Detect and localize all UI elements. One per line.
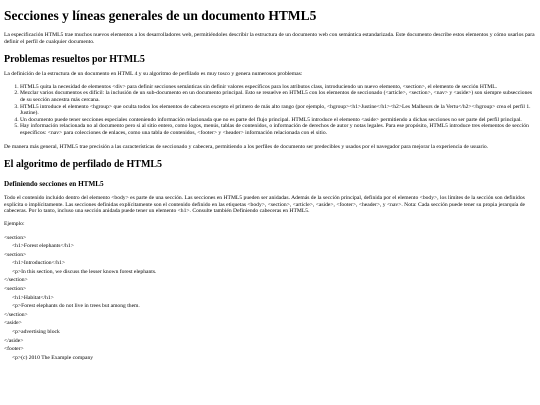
page-title: Secciones y líneas generales de un documento HTML5	[4, 8, 317, 23]
intro-paragraph: La especificación HTML5 trae muchos nuevos elementos a los desarrolladores web, permitiéndoles describir la estructura de un documento web con semántica estandarizada. Este documento describe estos elementos y cómo usarlos para definir el perfil de cualquier documento.	[4, 32, 535, 45]
code-line: <p>(c) 2010 The Example company	[12, 354, 94, 361]
list-item: 2. Mezclar varios documentos es difícil: la inclusión de un sub-documento en un documento principal. Esto se resuelve en HTML5 con los elementos de seccionado (<article>, <section>, <nav> y <aside>) son siempre subsecciones de su sección ancestra más cercana.	[20, 90, 536, 103]
sections-body: Todo el contenido incluido dentro del elemento <body> es parte de una sección. Las secciones en HTML5 pueden ser anidadas. Además de la sección principal, definida por el elemento <body>, los límites de la sección son definidos explícita o implícitamente. Las secciones definidas explícitamente son el contenido definido en las etiquetas <body>, <section>, <article>, <aside>, <footer>, <header>, y <nav>. Nota: Cada sección puede tener su propia jerarquía de cabeceras. Por lo tanto, incluso una sección anidada puede tener un elemento <h1>. Consulte también Definiendo cabeceras en HTML5.	[4, 195, 526, 215]
code-line: <section>	[4, 286, 27, 293]
list-item: 4. Un documento puede tener secciones especiales conteniendo información relacionada que no es parte del flujo principal. HTML5 introduce el elemento <aside> permitiendo a dichas secciones no ser parte del perfil principal.	[20, 117, 536, 124]
code-line: <footer>	[4, 346, 24, 353]
example-label: Ejemplo:	[4, 220, 25, 227]
list-item: 5. Hay información relacionada no al documento pero si al sitio entero, como logos, menús, tablas de contenidos, o información de derechos de autor y notas legales. Para ese propósito, HTML5 introduce tres elementos de sección específicos: <nav> para colecciones de enlaces, como una tabla de contenidos, <footer> y <header> información relacionada con el sitio.	[20, 123, 536, 136]
code-line: <section>	[4, 234, 27, 241]
code-line: </section>	[4, 311, 28, 318]
code-line: <aside>	[4, 320, 22, 327]
code-line: <h1>Habitat</h1>	[12, 294, 54, 301]
code-line: </section>	[4, 277, 28, 284]
sections-subheading: Definiendo secciones en HTML5	[4, 180, 104, 189]
problems-closing: De manera más general, HTML5 trae precisión a las características de seccionado y cabecera, permitiendo a los perfiles de documento ser predecibles y usados por el navegador para mejorar la experiencia de usuario.	[4, 143, 489, 150]
problems-lead: La definición de la estructura de un documento en HTML 4 y su algoritmo de perfilado es muy tosco y genera numerosos problemas:	[4, 71, 303, 78]
code-line: <h1>Forest elephants</h1>	[12, 243, 74, 250]
list-item: 1. HTML5 quita la necesidad de elementos <div> para definir secciones semánticas sin definir valores específicos para los atributos class, introduciendo un nuevo elemento, <section>, el elemento de sección HTML.	[20, 84, 536, 91]
code-line: </aside>	[4, 337, 24, 344]
code-line: <h1>Introduction</h1>	[12, 260, 66, 267]
list-item: 3. HTML5 introduce el elemento <hgroup> que oculta todos los elementos de cabecera excepto el primero de más alto rango (por ejemplo, <hgroup><h1>Justine</h1><h2>Les Malheurs de la Vertu</h2></hgroup> crea el perfil 1. Justine).	[20, 104, 536, 117]
code-line: <p>advertising block	[12, 329, 60, 336]
code-line: <section>	[4, 251, 27, 258]
code-line: <p>Forest elephants do not live in trees but among them.	[12, 303, 140, 310]
code-example	[4, 234, 536, 363]
algorithm-heading: El algoritmo de perfilado de HTML5	[4, 159, 163, 171]
problems-list	[4, 84, 536, 137]
problems-heading: Problemas resueltos por HTML5	[4, 54, 145, 66]
code-line: <p>In this section, we discuss the lesser known forest elephants.	[12, 268, 157, 275]
